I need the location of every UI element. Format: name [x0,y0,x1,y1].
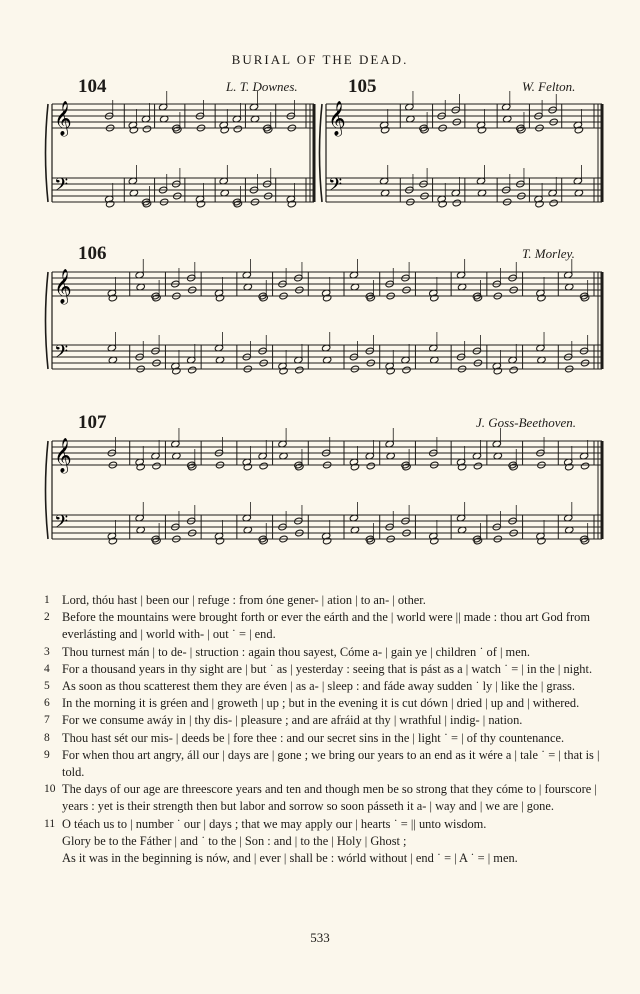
note-head [187,366,196,374]
bass-clef: 𝄢 [54,342,69,367]
tune-composer-105: W. Felton. [522,79,576,94]
note-head [366,537,375,545]
chant-verse [44,712,604,729]
note-head [430,294,439,302]
note-head [350,463,359,471]
chant-verse [44,816,604,833]
tune-number-104: 104 [78,76,107,97]
tune-composer-104: L. T. Downes. [226,79,298,94]
tune-composer-106: T. Morley. [522,246,575,261]
note-head [402,463,411,471]
verse-text: In the morning it is gréen and | groweth | up ; but in the evening it is cut dówn | dried | up and | withered. [62,696,580,711]
note-head [259,294,268,302]
note-head [386,367,395,375]
note-head [477,126,486,134]
verse-number: 10 [44,783,56,796]
chant-verse [44,678,604,695]
note-head [366,294,375,302]
tune-number-105: 105 [348,76,377,97]
note-head [279,367,288,375]
verse-text: For we consume awáy in | thy dis- | pleasure ; and are afráid at thy | wrathful | indig- | nation. [62,713,523,728]
note-head [108,294,117,302]
chant-verse [44,730,604,747]
treble-clef: 𝄞 [54,269,72,304]
note-head [473,294,482,302]
note-head [295,463,304,471]
verse-text: O téach us to | number ˙ our | days ; that we may apply our | hearts ˙ = || unto wisdom. [62,816,487,831]
tune-number-106: 106 [78,243,107,264]
note-head [142,200,151,208]
note-head [108,537,117,545]
note-head [105,200,114,208]
note-head [430,537,439,545]
verse-text: Thou turnest mán | to de- | struction : again thou sayest, Cóme a- | gain ye | children ˙ of | men. [62,644,530,659]
note-head [259,462,268,470]
note-head [233,125,242,133]
verse-number: 3 [44,645,50,658]
note-head [380,126,389,134]
verse-number: 5 [44,680,50,693]
system-brace [320,104,323,202]
note-head [215,537,224,545]
verse-number: 6 [44,697,50,710]
treble-clef: 𝄞 [54,101,72,136]
chant-verse [44,592,604,609]
note-head [517,126,526,134]
verse-text: Thou hast sét our mis- | deeds be | fore thee : and our secret sins in the | light ˙ = | of thy countenance. [62,730,565,745]
verse-number: 7 [44,714,50,727]
verse-text: Before the mountains were brought forth or ever the eárth and the | world were || made : thou art God from everlásting and | world with- | out ˙ = | end. [62,610,591,642]
tune-composer-107: J. Goss-Beethoven. [476,415,576,430]
note-head [493,367,502,375]
gloria-line-2: As it was in the beginning is nów, and | ever | shall be : wórld without | end ˙ = | A ˙ = | men. [62,851,518,866]
note-head [535,200,544,208]
chant-text [44,592,604,867]
note-head [215,294,224,302]
bass-clef: 𝄢 [54,512,69,537]
note-head [473,462,482,470]
note-head [173,126,182,134]
note-head [295,366,304,374]
page-header: BURIAL OF THE DEAD. [231,52,409,67]
note-head [129,126,138,134]
note-head [438,200,447,208]
note-head [457,463,466,471]
system-brace [46,272,49,369]
note-head [452,199,461,207]
verse-text: Lord, thóu hast | been our | refuge : from óne gener- | ation | to an- | other. [62,593,426,607]
note-head [136,463,145,471]
note-head [537,294,546,302]
chant-verse [44,609,604,643]
note-head [187,463,196,471]
verse-number: 2 [44,611,50,624]
note-head [537,537,546,545]
treble-clef: 𝄞 [328,101,346,136]
note-head [259,537,268,545]
note-head [152,294,161,302]
verse-text: As soon as thou scatterest them they are éven | as a- | sleep : and fáde away sudden ˙ ly | like the | grass. [62,679,575,694]
verse-number: 4 [44,662,50,675]
note-head [509,463,518,471]
chant-verse [44,781,604,815]
treble-clef: 𝄞 [54,438,72,473]
gloria-line-1: Glory be to the Fáther | and ˙ to the | Son : and | to the | Holy | Ghost ; [62,833,407,848]
note-head [220,126,229,134]
verse-number: 8 [44,731,50,744]
system-brace [46,104,49,202]
note-head [233,200,242,208]
page-number: 533 [310,930,330,945]
verse-text: The days of our age are threescore years and ten and though men be so strong that they cóme to | fourscore | years : yet is their strength then but labor and sorrow so soon pásseth it a- | way and | we are | gone. [62,782,597,814]
bass-clef: 𝄢 [54,175,69,200]
note-head [322,537,331,545]
note-head [243,463,252,471]
note-head [142,125,151,133]
chant-verse [44,661,604,678]
note-head [564,463,573,471]
note-head [152,537,161,545]
verse-number: 11 [44,817,56,830]
note-head [366,462,375,470]
chant-verse [44,644,604,661]
note-head [196,200,205,208]
verse-number: 1 [44,594,50,606]
verse-text: For when thou art angry, áll our | days are | gone ; we bring our years to an end as it wére a | tale ˙ = | that is | told. [62,747,600,780]
verse-number: 9 [44,748,50,761]
note-head [263,126,272,134]
note-head [549,199,558,207]
tune-number-107: 107 [78,412,107,433]
system-brace [46,441,49,539]
note-head [287,200,296,208]
bass-clef: 𝄢 [328,175,343,200]
note-head [574,126,583,134]
note-head [152,462,161,470]
note-head [420,126,429,134]
chant-verse [44,695,604,712]
note-head [580,537,589,545]
note-head [172,367,181,375]
note-head [402,366,411,374]
chant-verse [44,747,604,781]
note-head [580,294,589,302]
note-head [473,537,482,545]
note-head [580,462,589,470]
note-head [322,294,331,302]
verse-text: For a thousand years in thy sight are | but ˙ as | yesterday : seeing that is pást as a | watch ˙ = | in the | night. [62,661,593,676]
note-head [509,366,518,374]
